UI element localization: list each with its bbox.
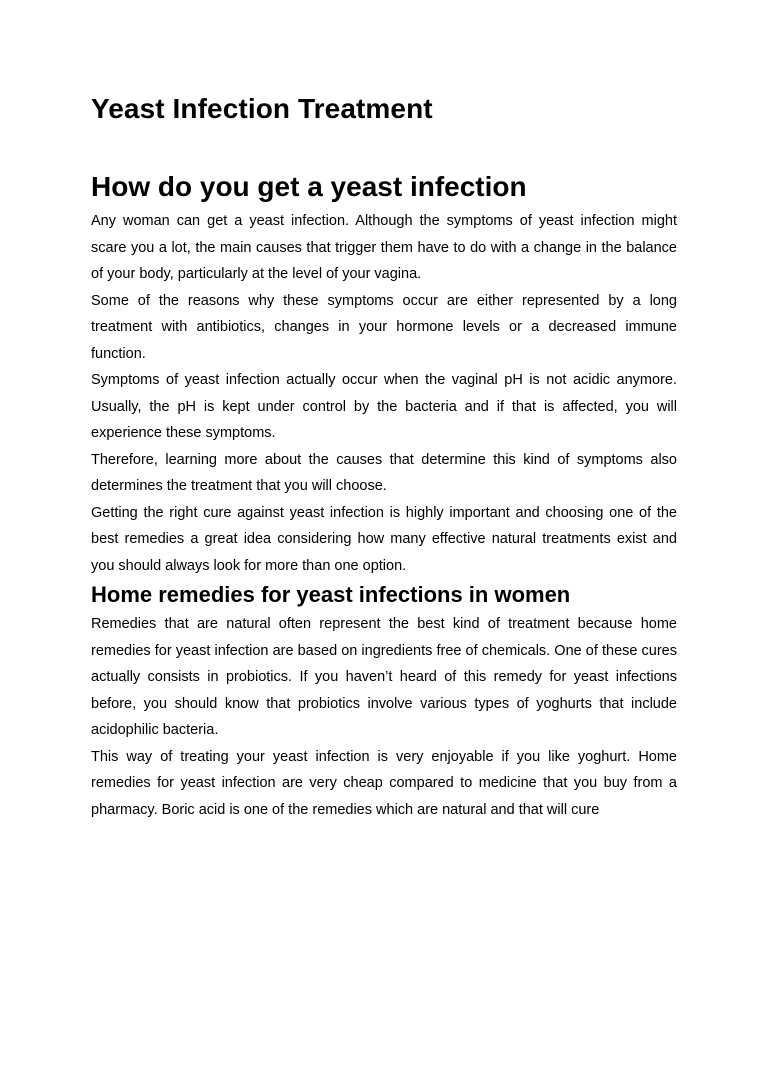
document-title: Yeast Infection Treatment <box>91 93 433 124</box>
paragraph: Remedies that are natural often represent the best kind of treatment because home remedies for yeast infection are based on ingredients free of chemicals. One of these cures actually consists in probiotics. If you haven’t heard of this remedy for yeast infections before, you should know that probiotics involve various types of yoghurts that include acidophilic bacteria. <box>91 616 677 738</box>
paragraph: Any woman can get a yeast infection. Although the symptoms of yeast infection might scare you a lot, the main causes that trigger them have to do with a change in the balance of your body, particularly at the level of your vagina. <box>91 213 677 282</box>
section-heading: How do you get a yeast infection <box>91 171 527 202</box>
paragraph: Some of the reasons why these symptoms occur are either represented by a long treatment with antibiotics, changes in your hormone levels or a decreased immune function. <box>91 292 677 362</box>
paragraph: Getting the right cure against yeast infection is highly important and choosing one of the best remedies a great idea considering how many effective natural treatments exist and you should always look for more than one option. <box>91 504 677 574</box>
paragraph: Therefore, learning more about the causes that determine this kind of symptoms also determines the treatment that you will choose. <box>91 451 677 494</box>
paragraph: Symptoms of yeast infection actually occur when the vaginal pH is not acidic anymore. Usually, the pH is kept under control by the bacteria and if that is affected, you will experience these symptoms. <box>91 372 677 441</box>
paragraph: This way of treating your yeast infection is very enjoyable if you like yoghurt. Home remedies for yeast infection are very cheap compared to medicine that you buy from a pharmacy. Boric acid is one of the remedies which are natural and that will cure <box>91 748 677 818</box>
document-page <box>91 88 677 823</box>
subsection-heading: Home remedies for yeast infections in women <box>91 582 571 607</box>
